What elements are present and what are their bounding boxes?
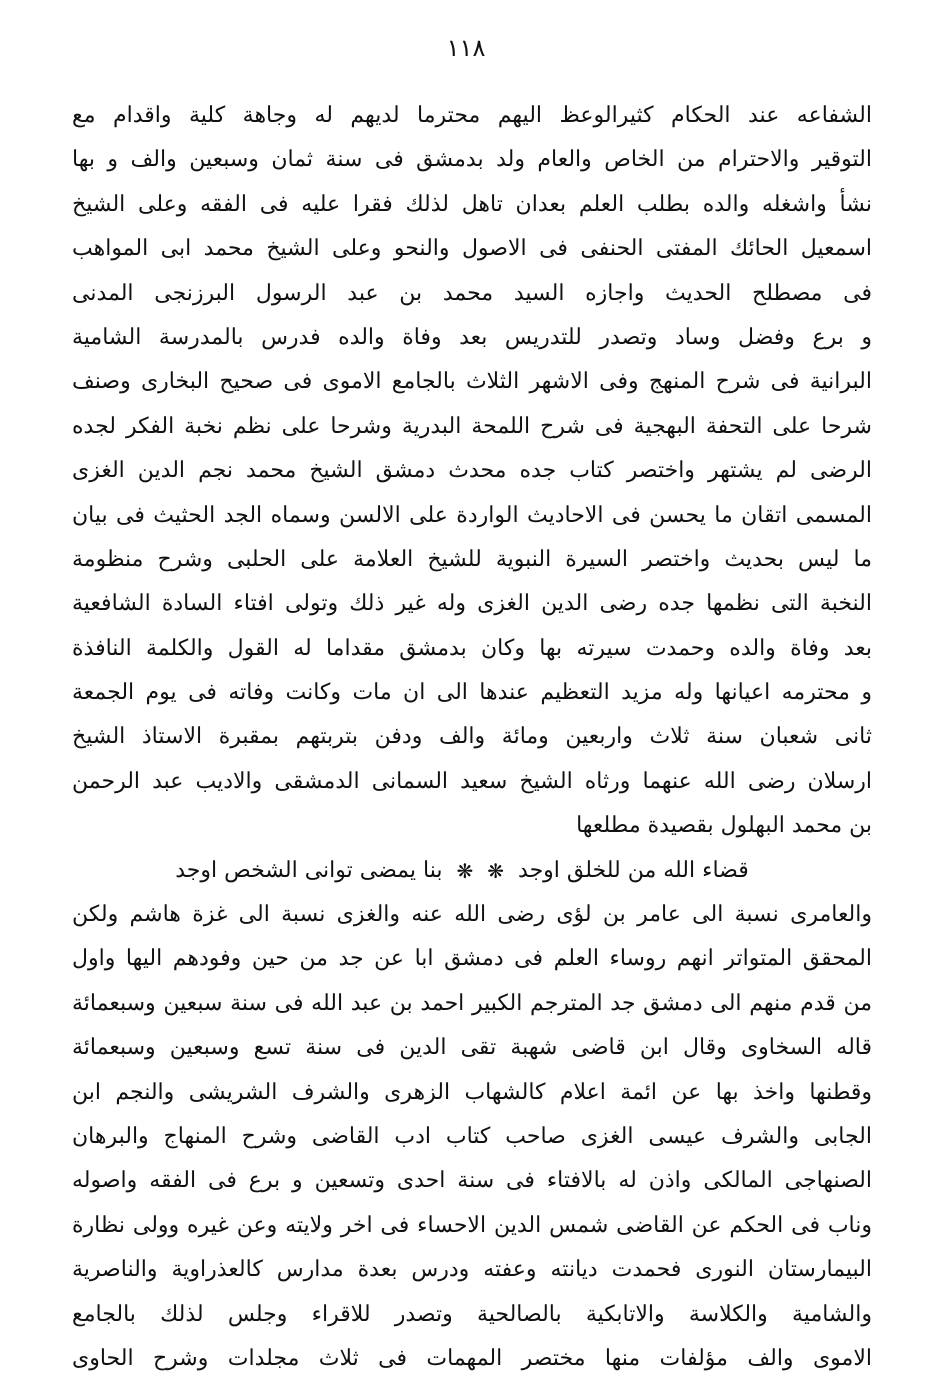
text-line: البرانية فى شرح المنهج وفى الاشهر الثلاث بالجامع الاموى فى صحيح البخارى وصنف xyxy=(72,369,872,395)
text-line: اسمعيل الحائك المفتى الحنفى فى الاصول والنحو وعلى الشيخ محمد ابى المواهب xyxy=(72,236,872,262)
poem-verse xyxy=(72,849,872,893)
text-line: ثانى شعبان سنة ثلاث واربعين ومائة والف ودفن بتربتهم بمقبرة الاستاذ الشيخ xyxy=(72,724,872,750)
text-line: و محترمه اعيانها وله مزيد التعظيم عندها الى ان مات وكانت وفاته فى يوم الجمعة xyxy=(72,680,872,706)
page-number: ١١٨ xyxy=(446,34,486,62)
text-line: فى مصطلح الحديث واجازه السيد محمد بن عبد الرسول البرزنجى المدنى xyxy=(72,280,872,306)
text-line: النخبة التى نظمها جده رضى الدين الغزى وله غير ذلك وتولى افتاء السادة الشافعية xyxy=(72,591,872,617)
text-line: نشأ واشغله والده بطلب العلم بعدان تاهل لذلك فقرا عليه فى الفقه وعلى الشيخ xyxy=(72,191,872,217)
text-line: والعامرى نسبة الى عامر بن لؤى رضى الله عنه والغزى نسبة الى غزة هاشم ولكن xyxy=(72,902,872,928)
text-line: الشفاعه عند الحكام كثيرالوعظ اليهم محترما لديهم له وجاهة كلية واقدام مع xyxy=(72,103,872,128)
text-line: قاله السخاوى وقال ابن قاضى شهبة تقى الدين فى سنة تسع وسبعين وسبعمائة xyxy=(72,1035,872,1061)
text-line: ما ليس بحديث واختصر السيرة النبوية للشيخ العلامة على الحلبى وشرح منظومة xyxy=(72,546,872,572)
verse-first-hemistich: قضاء الله من للخلق اوجد xyxy=(518,857,749,883)
text-line: الجابى والشرف عيسى الغزى صاحب كتاب ادب القاضى وشرح المنهاج والبرهان xyxy=(72,1123,872,1149)
text-line: الرضى لم يشتهر واختصر كتاب جده محدث دمشق الشيخ محمد نجم الدين الغزى xyxy=(72,458,872,484)
text-line: الاموى والف مؤلفات منها مختصر المهمات فى ثلاث مجلدات وشرح الحاوى xyxy=(72,1345,872,1371)
text-line: بعد وفاة والده وحمدت سيرته بها وكان بدمشق مقداما له القول والكلمة النافذة xyxy=(72,635,872,661)
text-line: و برع وفضل وساد وتصدر للتدريس بعد وفاة والده فدرس بالمدرسة الشامية xyxy=(72,324,872,350)
text-line: ارسلان رضى الله عنهما ورثاه الشيخ سعيد السمانى الدمشقى والاديب عبد الرحمن xyxy=(72,768,872,794)
text-line: المحقق المتواتر انهم روساء العلم فى دمشق ابا عن جد من حين وفودهم اليها واول xyxy=(72,946,872,972)
text-line: وناب فى الحكم عن القاضى شمس الدين الاحساء فى اخر ولايته وعن غيره وولى نظارة xyxy=(72,1212,872,1238)
text-line: وقطنها واخذ بها عن ائمة اعلام كالشهاب الزهرى والشرف الشريشى والنجم ابن xyxy=(72,1079,872,1105)
paragraph-2 xyxy=(72,893,872,1381)
text-line: شرحا على التحفة البهجية فى شرح اللمحة البدرية وشرحا على نظم نخبة الفكر لجده xyxy=(72,413,872,439)
text-line: من قدم منهم الى دمشق جد المترجم الكبير احمد بن عبد الله فى سنة سبعين وسبعمائة xyxy=(72,990,872,1016)
paragraph-1 xyxy=(72,94,872,849)
text-line: بن محمد البهلول بقصيدة مطلعها xyxy=(576,813,872,839)
verse-separator-star: ❋ xyxy=(487,858,505,883)
text-line: البيمارستان النورى فحمدت ديانته وعفته ودرس بعدة مدارس كالعذراوية والناصرية xyxy=(72,1257,872,1283)
verse-separator-star: ❋ xyxy=(456,858,474,883)
text-line: الصنهاجى المالكى واذن له بالافتاء فى سنة احدى وتسعين و برع فى الفقه واصوله xyxy=(72,1168,872,1194)
body-text xyxy=(72,94,872,1381)
text-line: التوقير والاحترام من الخاص والعام ولد بدمشق فى سنة ثمان وسبعين والف و بها xyxy=(72,147,872,173)
verse-second-hemistich: بنا يمضى توانى الشخص اوجد xyxy=(175,857,443,883)
text-line: والشامية والكلاسة والاتابكية بالصالحية وتصدر للاقراء وجلس لذلك بالجامع xyxy=(72,1301,872,1327)
text-line: المسمى اتقان ما يحسن فى الاحاديث الواردة على الالسن وسماه الجد الحثيث فى بيان xyxy=(72,502,872,528)
